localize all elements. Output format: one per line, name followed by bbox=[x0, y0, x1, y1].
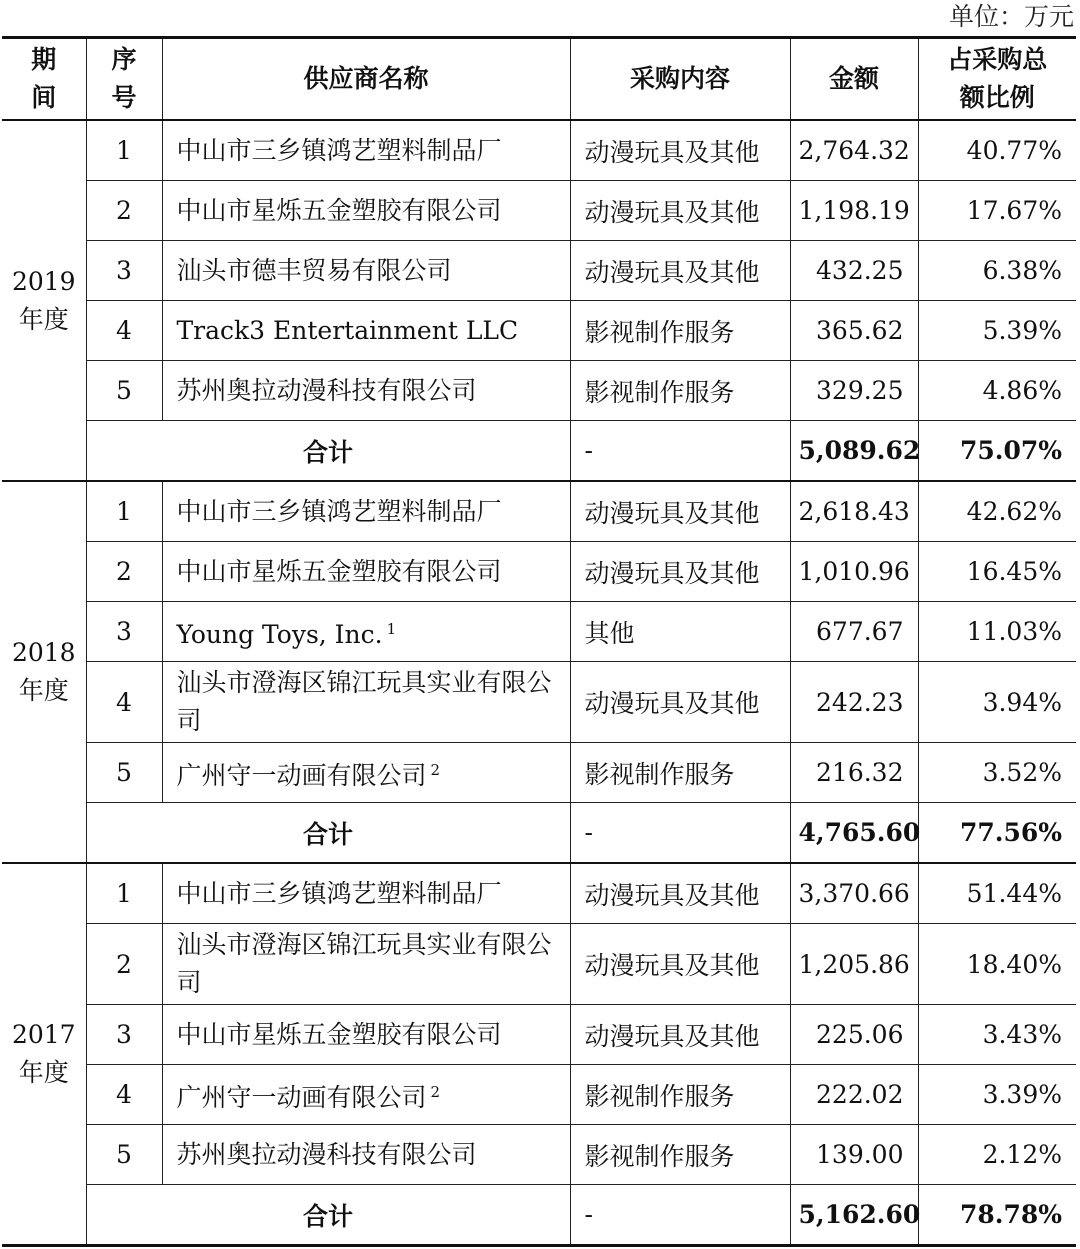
header-index: 序 号 bbox=[86, 38, 162, 121]
amount: 139.00 bbox=[790, 1125, 918, 1185]
total-row bbox=[2, 1185, 1076, 1246]
table-row bbox=[2, 743, 1076, 803]
ratio: 2.12% bbox=[918, 1125, 1076, 1185]
supplier-name: Young Toys, Inc. $^1$ bbox=[162, 602, 570, 662]
amount: 2,618.43 bbox=[790, 481, 918, 542]
ratio: 4.86% bbox=[918, 361, 1076, 421]
ratio: 51.44% bbox=[918, 863, 1076, 924]
row-index: 3 bbox=[86, 602, 162, 662]
ratio: 3.52% bbox=[918, 743, 1076, 803]
total-content: - bbox=[570, 803, 790, 864]
table-row bbox=[2, 481, 1076, 542]
supplier-name: 汕头市澄海区锦江玩具实业有限公司 bbox=[162, 662, 570, 743]
total-amount: 5,089.62 bbox=[790, 421, 918, 482]
table-row bbox=[2, 924, 1076, 1005]
footnote-marker: 2 bbox=[430, 1082, 441, 1101]
row-index: 5 bbox=[86, 1125, 162, 1185]
purchase-content: 动漫玩具及其他 bbox=[570, 181, 790, 241]
ratio: 3.39% bbox=[918, 1065, 1076, 1125]
amount: 329.25 bbox=[790, 361, 918, 421]
table-row bbox=[2, 361, 1076, 421]
row-index: 1 bbox=[86, 120, 162, 181]
table-row bbox=[2, 662, 1076, 743]
header-row bbox=[2, 38, 1076, 121]
total-ratio: 75.07% bbox=[918, 421, 1076, 482]
row-index: 3 bbox=[86, 1005, 162, 1065]
ratio: 5.39% bbox=[918, 301, 1076, 361]
header-content: 采购内容 bbox=[570, 38, 790, 121]
amount: 222.02 bbox=[790, 1065, 918, 1125]
amount: 242.23 bbox=[790, 662, 918, 743]
supplier-name: 中山市三乡镇鸿艺塑料制品厂 bbox=[162, 120, 570, 181]
footnote-marker: 2 bbox=[430, 760, 441, 779]
header-amount: 金额 bbox=[790, 38, 918, 121]
table-row bbox=[2, 1005, 1076, 1065]
row-index: 5 bbox=[86, 743, 162, 803]
amount: 1,010.96 bbox=[790, 542, 918, 602]
table-body bbox=[2, 120, 1076, 1246]
ratio: 42.62% bbox=[918, 481, 1076, 542]
purchase-content: 动漫玩具及其他 bbox=[570, 863, 790, 924]
purchase-content: 影视制作服务 bbox=[570, 301, 790, 361]
amount: 365.62 bbox=[790, 301, 918, 361]
total-amount: 5,162.60 bbox=[790, 1185, 918, 1246]
ratio: 16.45% bbox=[918, 542, 1076, 602]
table-row bbox=[2, 1065, 1076, 1125]
purchase-content: 动漫玩具及其他 bbox=[570, 662, 790, 743]
purchase-content: 动漫玩具及其他 bbox=[570, 241, 790, 301]
footnote-marker: 1 bbox=[386, 619, 397, 638]
total-ratio: 77.56% bbox=[918, 803, 1076, 864]
total-label: 合计 bbox=[86, 1185, 570, 1246]
table-row bbox=[2, 863, 1076, 924]
amount: 432.25 bbox=[790, 241, 918, 301]
total-label: 合计 bbox=[86, 803, 570, 864]
supplier-name: 广州守一动画有限公司 $^2$ bbox=[162, 743, 570, 803]
ratio: 17.67% bbox=[918, 181, 1076, 241]
purchase-content: 动漫玩具及其他 bbox=[570, 120, 790, 181]
row-index: 4 bbox=[86, 301, 162, 361]
row-index: 1 bbox=[86, 863, 162, 924]
amount: 1,205.86 bbox=[790, 924, 918, 1005]
purchase-content: 影视制作服务 bbox=[570, 743, 790, 803]
row-index: 2 bbox=[86, 542, 162, 602]
period-label: 2017 年度 bbox=[2, 863, 86, 1246]
total-content: - bbox=[570, 1185, 790, 1246]
purchase-content: 影视制作服务 bbox=[570, 361, 790, 421]
total-row bbox=[2, 803, 1076, 864]
table-row bbox=[2, 181, 1076, 241]
amount: 677.67 bbox=[790, 602, 918, 662]
total-amount: 4,765.60 bbox=[790, 803, 918, 864]
purchase-content: 动漫玩具及其他 bbox=[570, 542, 790, 602]
ratio: 11.03% bbox=[918, 602, 1076, 662]
purchase-content: 动漫玩具及其他 bbox=[570, 481, 790, 542]
table-row bbox=[2, 120, 1076, 181]
period-label: 2019 年度 bbox=[2, 120, 86, 481]
table-row bbox=[2, 542, 1076, 602]
supplier-name: 中山市星烁五金塑胶有限公司 bbox=[162, 1005, 570, 1065]
table-row bbox=[2, 1125, 1076, 1185]
ratio: 18.40% bbox=[918, 924, 1076, 1005]
supplier-name: Track3 Entertainment LLC bbox=[162, 301, 570, 361]
supplier-name: 广州守一动画有限公司 $^2$ bbox=[162, 1065, 570, 1125]
row-index: 2 bbox=[86, 924, 162, 1005]
amount: 3,370.66 bbox=[790, 863, 918, 924]
supplier-table bbox=[2, 36, 1076, 1247]
total-label: 合计 bbox=[86, 421, 570, 482]
total-content: - bbox=[570, 421, 790, 482]
row-index: 1 bbox=[86, 481, 162, 542]
unit-label: 单位：万元 bbox=[948, 2, 1074, 31]
ratio: 40.77% bbox=[918, 120, 1076, 181]
row-index: 4 bbox=[86, 662, 162, 743]
amount: 225.06 bbox=[790, 1005, 918, 1065]
row-index: 2 bbox=[86, 181, 162, 241]
supplier-name: 汕头市德丰贸易有限公司 bbox=[162, 241, 570, 301]
table-row bbox=[2, 602, 1076, 662]
total-row bbox=[2, 421, 1076, 482]
ratio: 3.94% bbox=[918, 662, 1076, 743]
supplier-name: 中山市三乡镇鸿艺塑料制品厂 bbox=[162, 481, 570, 542]
amount: 1,198.19 bbox=[790, 181, 918, 241]
ratio: 3.43% bbox=[918, 1005, 1076, 1065]
amount: 216.32 bbox=[790, 743, 918, 803]
row-index: 3 bbox=[86, 241, 162, 301]
supplier-name: 中山市三乡镇鸿艺塑料制品厂 bbox=[162, 863, 570, 924]
row-index: 5 bbox=[86, 361, 162, 421]
period-label: 2018 年度 bbox=[2, 481, 86, 863]
purchase-content: 其他 bbox=[570, 602, 790, 662]
supplier-name: 苏州奥拉动漫科技有限公司 bbox=[162, 1125, 570, 1185]
supplier-name: 汕头市澄海区锦江玩具实业有限公司 bbox=[162, 924, 570, 1005]
supplier-name: 中山市星烁五金塑胶有限公司 bbox=[162, 542, 570, 602]
purchase-content: 影视制作服务 bbox=[570, 1065, 790, 1125]
table-row bbox=[2, 301, 1076, 361]
purchase-content: 动漫玩具及其他 bbox=[570, 924, 790, 1005]
supplier-name: 苏州奥拉动漫科技有限公司 bbox=[162, 361, 570, 421]
supplier-name: 中山市星烁五金塑胶有限公司 bbox=[162, 181, 570, 241]
purchase-content: 影视制作服务 bbox=[570, 1125, 790, 1185]
header-period: 期 间 bbox=[2, 38, 86, 121]
purchase-content: 动漫玩具及其他 bbox=[570, 1005, 790, 1065]
header-ratio: 占采购总 额比例 bbox=[918, 38, 1076, 121]
table-row bbox=[2, 241, 1076, 301]
ratio: 6.38% bbox=[918, 241, 1076, 301]
amount: 2,764.32 bbox=[790, 120, 918, 181]
row-index: 4 bbox=[86, 1065, 162, 1125]
total-ratio: 78.78% bbox=[918, 1185, 1076, 1246]
header-supplier: 供应商名称 bbox=[162, 38, 570, 121]
